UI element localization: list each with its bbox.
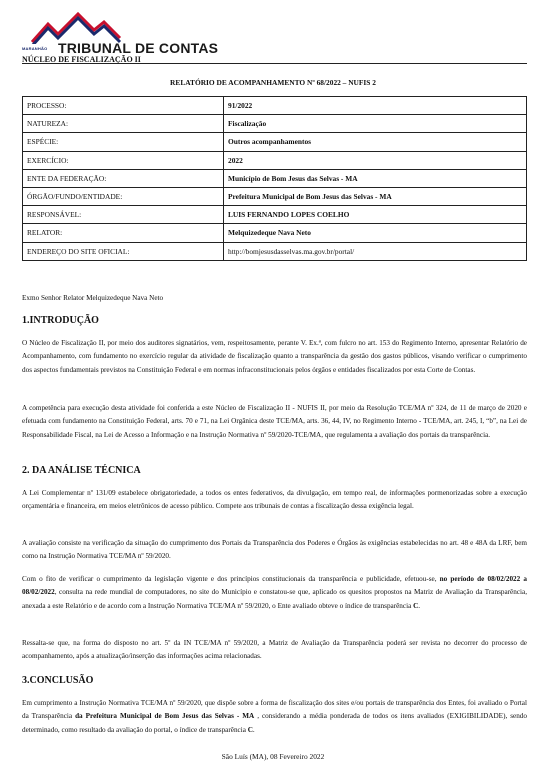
- analysis-paragraph-4: Ressalta-se que, na forma do disposto no art. 5º da IN TCE/MA nº 59/2020, a Matriz de Avaliação da Transparência poderá ser revista no decorrer do processo de acompanhamento, após a atualização/inserção das informações acima relacionadas.: [22, 639, 527, 661]
- logo-emblem-icon: [30, 8, 130, 44]
- info-label: ÓRGÃO/FUNDO/ENTIDADE:: [23, 187, 224, 205]
- analysis-p3-text-e: .: [418, 601, 421, 610]
- unit-name: NÚCLEO DE FISCALIZAÇÃO II: [22, 55, 141, 64]
- conclusion-text-a: Em cumprimento a Instrução Normativa TCE/MA nº 59/2020, que dispõe sobre a forma de fiscalização dos sites e/ou portais de transparência dos Entes, foi avaliado o Portal da Transparência: [22, 699, 527, 721]
- info-value: Prefeitura Municipal de Bom Jesus das Selvas - MA: [224, 187, 527, 205]
- section-heading-introduction: 1.INTRODUÇÃO: [22, 315, 99, 326]
- conclusion-paragraph: [22, 697, 527, 737]
- analysis-paragraph-3: [22, 573, 527, 613]
- info-value: LUIS FERNANDO LOPES COELHO: [224, 206, 527, 224]
- info-label: EXERCÍCIO:: [23, 151, 224, 169]
- conclusion-text-e: .: [252, 725, 255, 734]
- analysis-paragraph-1: A Lei Complementar nº 131/09 estabelece obrigatoriedade, a todos os entes federativos, da divulgação, em tempo real, de informações pormenorizadas sobre a execução orçamentária e financeira, em meios eletrônicos de acesso público. Compete aos tribunais de contas a fiscalização dessa exigência legal.: [22, 489, 527, 511]
- intro-paragraph-1: O Núcleo de Fiscalização II, por meio dos auditores signatários, vem, respeitosamente, perante V. Ex.ª, com fulcro no art. 153 do Regimento Interno, apresentar Relatório de Acompanhamento, com fundamento no exercício regular da atividade de fiscalização quanto a transparência da gestão dos gastos públicos, visando verificar o cumprimento dos aspectos fundamentais previstos na Constituição Federal e em normas infraconstitucionais pelos órgãos e entidades fiscalizados por esta Corte de Contas.: [22, 339, 527, 374]
- info-label: RESPONSÁVEL:: [23, 206, 224, 224]
- info-label: RELATOR:: [23, 224, 224, 242]
- analysis-p3-text-a: Com o fito de verificar o cumprimento da legislação vigente e dos princípios constitucionais da transparência e publicidade, efetuou-se,: [22, 575, 440, 583]
- info-label: ENTE DA FEDERAÇÃO:: [23, 169, 224, 187]
- logo-state-label: MARANHÃO: [22, 46, 48, 51]
- info-table-row: [23, 169, 527, 187]
- salutation: Exmo Senhor Relator Melquizedeque Nava Neto: [22, 294, 164, 302]
- info-table-row: [23, 187, 527, 205]
- analysis-period: no período de 08/02/2022 a 08/02/2022: [22, 575, 527, 597]
- info-value: Melquizedeque Nava Neto: [224, 224, 527, 242]
- conclusion-text-c: , considerando a média ponderada de todos os itens avaliados (EXIGIBILIDADE), sendo determinado, como resultado da avaliação do portal, o índice de transparência: [22, 712, 527, 734]
- info-value: Município de Bom Jesus das Selvas - MA: [224, 169, 527, 187]
- analysis-p3-text-c: , consulta na rede mundial de computadores, no site do Município e constatou-se que, aplicado os quesitos propostos na Matriz de Avaliação da Transparência, anexada a este Relatório e de acordo com a Instrução Normativa TCE/MA nº 59/2020, o Ente avaliado obteve o índice de transparência: [22, 588, 527, 610]
- info-table-row: [23, 224, 527, 242]
- footer-date: São Luís (MA), 08 Fevereiro 2022: [221, 752, 325, 761]
- info-label: ENDEREÇO DO SITE OFICIAL:: [23, 242, 224, 260]
- info-table-row: [23, 242, 527, 260]
- conclusion-index: C: [247, 725, 253, 734]
- header-divider: [22, 63, 527, 64]
- info-value: 2022: [224, 151, 527, 169]
- info-table-row: [23, 115, 527, 133]
- section-heading-analysis: 2. DA ANÁLISE TÉCNICA: [22, 465, 141, 476]
- process-info-table: [22, 96, 527, 261]
- info-value: Outros acompanhamentos: [224, 133, 527, 151]
- analysis-paragraph-2: A avaliação consiste na verificação da situação do cumprimento dos Portais da Transparência dos Poderes e Órgãos às exigências estabelecidas no art. 48 e 48A da LRF, bem como na Instrução Normativa TCE/MA nº 59/2020.: [22, 539, 527, 561]
- info-label: NATUREZA:: [23, 115, 224, 133]
- org-name: TRIBUNAL DE CONTAS: [58, 40, 219, 56]
- info-value: Fiscalização: [224, 115, 527, 133]
- info-value: http://bomjesusdasselvas.ma.gov.br/portal/: [224, 242, 527, 260]
- report-title: RELATÓRIO DE ACOMPANHAMENTO Nº 68/2022 – NUFIS 2: [170, 78, 376, 87]
- intro-paragraph-2: A competência para execução desta atividade foi conferida a este Núcleo de Fiscalização II - NUFIS II, por meio da Resolução TCE/MA nº 324, de 11 de março de 2020 e efetuada com fundamento na Constituição Federal, arts. 70 e 71, na Lei Orgânica deste TCE/MA, arts. 36, 44, IV, no Regimento Interno - TCE/MA, art. 245, I, “b”, na Lei de Responsabilidade Fiscal, na Lei de Acesso a Informação e na Instrução Normativa nº 59/2020-TCE/MA, que regulamenta a avaliação dos portais da transparência.: [22, 404, 527, 439]
- info-label: PROCESSO:: [23, 97, 224, 115]
- section-heading-conclusion: 3.CONCLUSÃO: [22, 675, 94, 686]
- info-table-row: [23, 133, 527, 151]
- tce-logo: [22, 8, 219, 64]
- info-table-row: [23, 97, 527, 115]
- info-value: 91/2022: [224, 97, 527, 115]
- conclusion-entity: da Prefeitura Municipal de Bom Jesus das Selvas - MA: [75, 712, 255, 721]
- info-table-row: [23, 206, 527, 224]
- transparency-index: C: [413, 601, 419, 610]
- info-label: ESPÉCIE:: [23, 133, 224, 151]
- info-table-row: [23, 151, 527, 169]
